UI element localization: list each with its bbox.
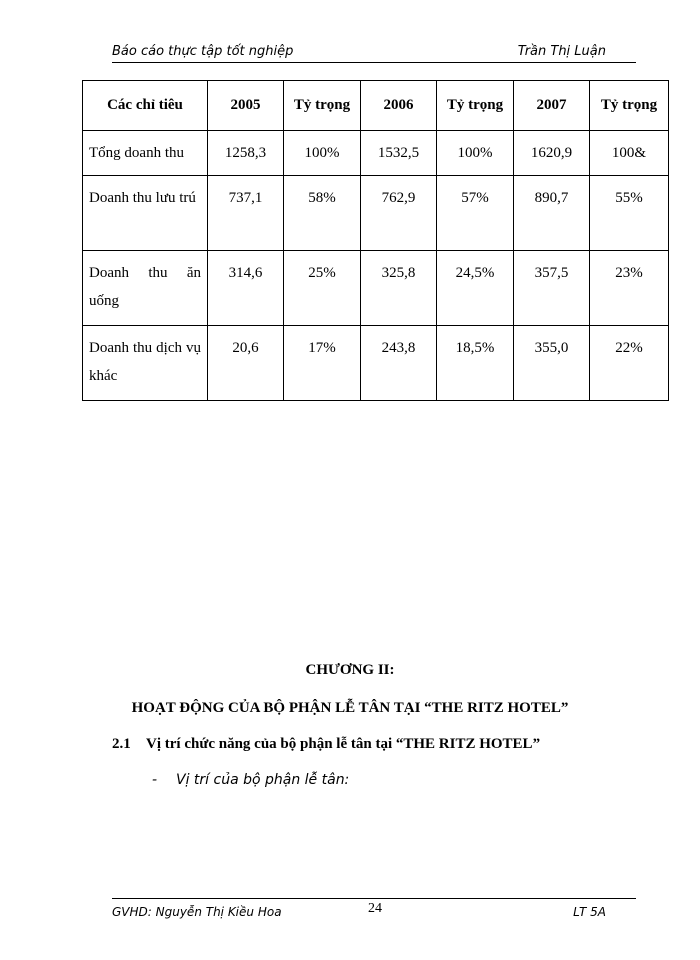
footer-supervisor: GVHD: Nguyễn Thị Kiều Hoa [112,905,282,919]
table-row [83,326,669,401]
table-cell: 1532,5 [361,131,437,176]
table-cell: 24,5% [437,251,514,326]
header-cell: Tỷ trọng [284,81,361,131]
header-report-title: Báo cáo thực tập tốt nghiệp [112,44,294,59]
header-author: Trần Thị Luận [517,44,606,59]
table-cell: 17% [284,326,361,401]
page-footer [112,898,636,919]
table-cell: 57% [437,176,514,251]
table-cell: 357,5 [514,251,590,326]
header-cell: Tỷ trọng [590,81,669,131]
table-cell: 314,6 [208,251,284,326]
table-cell: 762,9 [361,176,437,251]
table-row [83,131,669,176]
header-cell: 2007 [514,81,590,131]
table-cell: 25% [284,251,361,326]
table-cell: 100% [437,131,514,176]
table-cell: 55% [590,176,669,251]
table-cell: 100& [590,131,669,176]
bullet-dash: - [152,772,158,788]
table-row [83,176,669,251]
bullet-item [152,772,349,788]
row-label: Tổng doanh thu [83,131,208,176]
table-cell: 325,8 [361,251,437,326]
table-cell: 20,6 [208,326,284,401]
table-cell: 100% [284,131,361,176]
header-cell: 2005 [208,81,284,131]
table-row [83,251,669,326]
table-cell: 58% [284,176,361,251]
header-cell: Tỷ trọng [437,81,514,131]
row-label: Doanh thu dịch vụ khác [83,326,208,401]
revenue-table [82,80,669,401]
chapter-number: CHƯƠNG II: [305,662,395,678]
table-cell: 23% [590,251,669,326]
table-cell: 18,5% [437,326,514,401]
header-cell: Các chỉ tiêu [83,81,208,131]
row-label: Doanh thu lưu trú [83,176,208,251]
table-header-row [83,81,669,131]
header-cell: 2006 [361,81,437,131]
table-cell: 1258,3 [208,131,284,176]
bullet-text: Vị trí của bộ phận lễ tân: [176,772,350,788]
row-label: Doanh thu ăn uống [83,251,208,326]
table-cell: 22% [590,326,669,401]
page-header [112,44,636,63]
footer-class: LT 5A [573,905,606,919]
section-title: Vị trí chức năng của bộ phận lễ tân tại “THE RITZ HOTEL” [146,736,541,752]
table-cell: 355,0 [514,326,590,401]
table-cell: 243,8 [361,326,437,401]
table-cell: 1620,9 [514,131,590,176]
chapter-title: HOẠT ĐỘNG CỦA BỘ PHẬN LỄ TÂN TẠI “THE RITZ HOTEL” [131,700,569,716]
section-heading [112,736,540,753]
page-number: 24 [368,901,382,916]
table-cell: 890,7 [514,176,590,251]
section-number: 2.1 [112,736,131,752]
table-cell: 737,1 [208,176,284,251]
